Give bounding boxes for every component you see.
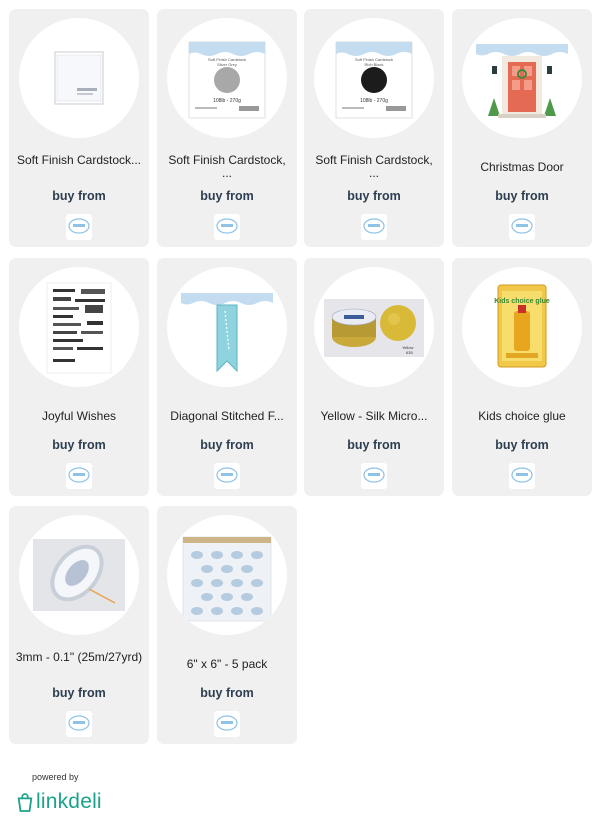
diagonal-stitched-banner-die-image [167,267,287,387]
product-image[interactable] [167,267,287,387]
store-badge-icon [214,711,240,737]
store-badge-icon [361,214,387,240]
product-card-3[interactable] [304,9,444,247]
store-logo[interactable] [66,463,92,489]
store-logo[interactable] [66,214,92,240]
product-title[interactable]: Soft Finish Cardstock... [16,154,142,167]
svg-text:Soft Finish Cardstock: Soft Finish Cardstock [207,57,247,62]
store-logo[interactable] [361,463,387,489]
svg-text:Soft Finish Cardstock: Soft Finish Cardstock [354,57,394,62]
store-badge-icon [509,214,535,240]
linkdeli-logo[interactable] [16,788,116,816]
store-logo[interactable] [214,463,240,489]
store-badge-icon [214,214,240,240]
buy-from-link[interactable]: buy from [52,438,106,452]
product-title[interactable]: Soft Finish Cardstock, ... [315,154,433,180]
buy-from-link[interactable]: buy from [347,189,401,203]
christmas-door-die-image [462,18,582,138]
store-logo[interactable] [509,463,535,489]
product-image[interactable] [167,515,287,635]
store-badge-icon [509,463,535,489]
product-card-8[interactable] [452,258,592,496]
double-sided-tape-roll-image [19,515,139,635]
buy-from-link[interactable]: buy from [200,189,254,203]
rich-black-cardstock-image [314,18,434,138]
product-title[interactable]: Christmas Door [480,161,564,174]
brand-name: linkdeli [36,790,102,813]
svg-text:108lb - 270g: 108lb - 270g [360,98,388,104]
store-badge-icon [66,711,92,737]
product-title[interactable]: Diagonal Stitched F... [170,410,284,423]
buy-from-link[interactable]: buy from [200,438,254,452]
product-card-4[interactable] [452,9,592,247]
product-card-7[interactable] [304,258,444,496]
svg-text:108lb - 270g: 108lb - 270g [213,98,241,104]
buy-from-link[interactable]: buy from [52,189,106,203]
product-image[interactable] [167,18,287,138]
product-image[interactable] [19,267,139,387]
store-logo[interactable] [214,711,240,737]
product-title[interactable]: 3mm - 0.1" (25m/27yrd) [15,651,143,664]
svg-text:Yellow: Yellow [402,345,414,350]
product-card-6[interactable] [157,258,297,496]
kids-choice-glue-image [462,267,582,387]
store-logo[interactable] [66,711,92,737]
store-logo[interactable] [214,214,240,240]
product-title[interactable]: 6" x 6" - 5 pack [186,658,268,671]
store-badge-icon [66,463,92,489]
svg-text:Kids choice glue: Kids choice glue [494,298,550,305]
product-image[interactable] [462,18,582,138]
svg-text:635: 635 [406,350,413,355]
white-cardstock-pack-image [19,18,139,138]
footer [0,760,600,825]
silver-grey-cardstock-image [167,18,287,138]
joyful-wishes-stamp-image [19,267,139,387]
buy-from-link[interactable]: buy from [347,438,401,452]
shopping-bag-icon [16,791,34,813]
store-logo[interactable] [361,214,387,240]
powered-by-label: powered by [32,772,79,782]
patterned-paper-pack-image [167,515,287,635]
store-logo[interactable] [509,214,535,240]
product-image[interactable] [462,267,582,387]
product-card-10[interactable] [157,506,297,744]
product-title[interactable]: Kids choice glue [478,410,566,423]
product-card-2[interactable] [157,9,297,247]
product-card-1[interactable] [9,9,149,247]
buy-from-link[interactable]: buy from [495,189,549,203]
product-image[interactable] [19,515,139,635]
store-badge-icon [214,463,240,489]
buy-from-link[interactable]: buy from [200,686,254,700]
product-title[interactable]: Joyful Wishes [41,410,117,423]
buy-from-link[interactable]: buy from [52,686,106,700]
store-badge-icon [361,463,387,489]
product-title[interactable]: Soft Finish Cardstock, ... [168,154,286,180]
product-title[interactable]: Yellow - Silk Micro... [320,410,428,423]
svg-text:Rich Black: Rich Black [364,62,384,67]
yellow-silk-glitter-image [314,267,434,387]
product-image[interactable] [314,267,434,387]
product-card-5[interactable] [9,258,149,496]
store-badge-icon [66,214,92,240]
product-card-9[interactable] [9,506,149,744]
svg-text:Silver Grey: Silver Grey [217,62,237,67]
buy-from-link[interactable]: buy from [495,438,549,452]
product-image[interactable] [19,18,139,138]
product-image[interactable] [314,18,434,138]
